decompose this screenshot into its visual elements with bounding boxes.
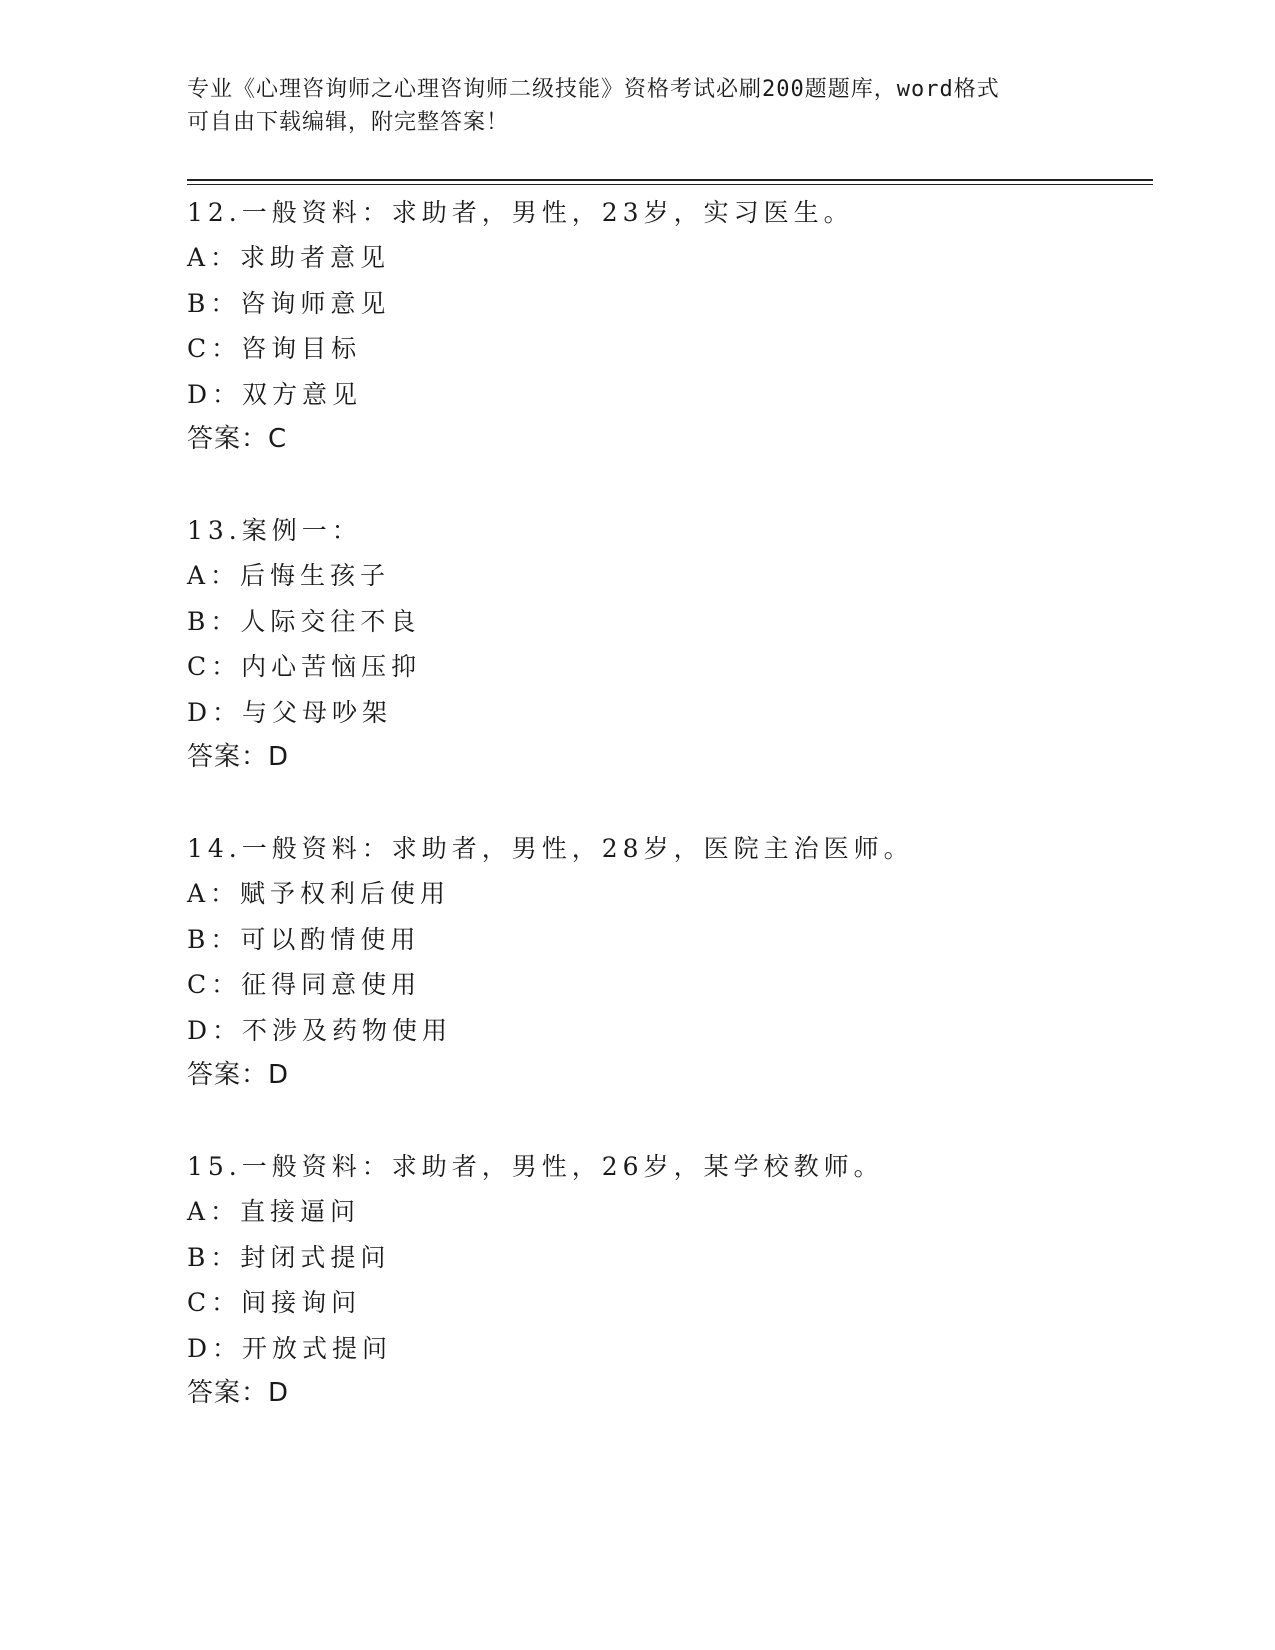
- header-line-2: 可自由下载编辑，附完整答案！: [187, 110, 510, 135]
- answer: 答案：D: [187, 741, 290, 772]
- option-d: D：与父母吵架: [187, 697, 393, 727]
- option-c: C：咨询目标: [187, 334, 362, 364]
- question-12: [187, 190, 1153, 508]
- question-15: [187, 1144, 1153, 1462]
- option-b: B：封闭式提问: [187, 1242, 391, 1272]
- option-c: C：间接询问: [187, 1288, 362, 1318]
- header-divider-thick: [187, 179, 1153, 181]
- option-d: D：双方意见: [187, 379, 363, 409]
- option-c: C：内心苦恼压抑: [187, 652, 422, 682]
- option-a: A：赋予权利后使用: [187, 879, 451, 909]
- answer: 答案：C: [187, 423, 288, 454]
- answer: 答案：D: [187, 1059, 290, 1090]
- option-d: D：不涉及药物使用: [187, 1015, 453, 1045]
- option-b: B：可以酌情使用: [187, 924, 421, 954]
- question-14: [187, 826, 1153, 1144]
- option-a: A：求助者意见: [187, 243, 391, 273]
- header-line-1: 专业《心理咨询师之心理咨询师二级技能》资格考试必刷200题题库，word格式: [187, 77, 1000, 102]
- answer: 答案：D: [187, 1377, 290, 1408]
- question-13: [187, 508, 1153, 826]
- option-c: C：征得同意使用: [187, 970, 422, 1000]
- question-stem: 14.一般资料：求助者，男性，28岁，医院主治医师。: [187, 834, 914, 863]
- option-d: D：开放式提问: [187, 1333, 393, 1363]
- header-divider-thin: [187, 184, 1153, 185]
- question-list: [187, 190, 1153, 1462]
- option-a: A：后悔生孩子: [187, 561, 391, 591]
- option-b: B：人际交往不良: [187, 606, 421, 636]
- question-stem: 13.案例一：: [187, 516, 362, 545]
- option-a: A：直接逼问: [187, 1197, 361, 1227]
- document-header: [187, 73, 1087, 139]
- option-b: B：咨询师意见: [187, 288, 391, 318]
- question-stem: 12.一般资料：求助者，男性，23岁，实习医生。: [187, 198, 854, 227]
- question-stem: 15.一般资料：求助者，男性，26岁，某学校教师。: [187, 1152, 884, 1181]
